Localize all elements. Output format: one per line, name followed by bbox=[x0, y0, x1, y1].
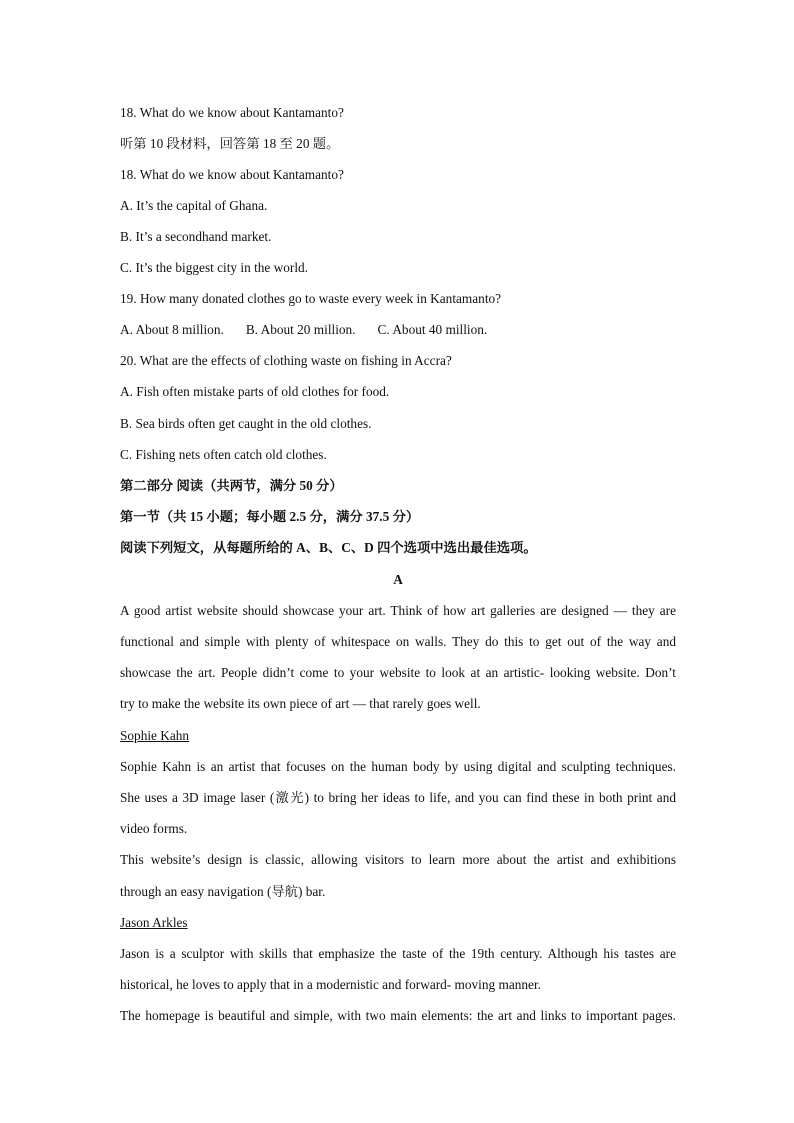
part-2-title: 第二部分 阅读（共两节，满分 50 分） bbox=[120, 478, 343, 493]
sophie-kahn-heading: Sophie Kahn bbox=[120, 728, 190, 743]
question-19: 19. How many donated clothes go to waste every week in Kantamanto? bbox=[120, 291, 502, 306]
jason-homepage-line: The homepage is beautiful and simple, with two main elements: the art and links to important pages. bbox=[120, 1008, 676, 1023]
passage-intro-line-3: showcase the art. People didn’t come to your website to look at an artistic- looking website. Don’t bbox=[120, 665, 676, 680]
sophie-line-3: video forms. bbox=[120, 821, 188, 836]
question-19-options bbox=[120, 321, 487, 339]
jason-line-2: historical, he loves to apply that in a modernistic and forward- moving manner. bbox=[120, 977, 541, 992]
question-20-option-a: A. Fish often mistake parts of old clothes for food. bbox=[120, 384, 390, 399]
question-19-option-c: C. About 40 million. bbox=[377, 322, 488, 337]
section-1-title: 第一节（共 15 小题；每小题 2.5 分，满分 37.5 分） bbox=[120, 509, 420, 524]
passage-intro-line-4: try to make the website its own piece of art — that rarely goes well. bbox=[120, 696, 481, 711]
passage-intro-line-1: A good artist website should showcase your art. Think of how art galleries are designed — they are bbox=[120, 603, 676, 618]
question-18: 18. What do we know about Kantamanto? bbox=[120, 167, 344, 182]
question-18-option-b: B. It’s a secondhand market. bbox=[120, 229, 272, 244]
jason-arkles-heading: Jason Arkles bbox=[120, 915, 188, 930]
question-18-option-a: A. It’s the capital of Ghana. bbox=[120, 198, 268, 213]
question-18-header: 18. What do we know about Kantamanto? bbox=[120, 105, 344, 120]
passage-label: A bbox=[393, 572, 403, 587]
reading-instruction: 阅读下列短文，从每题所给的 A、B、C、D 四个选项中选出最佳选项。 bbox=[120, 540, 537, 555]
jason-line-1: Jason is a sculptor with skills that emphasize the taste of the 19th century. Although his tastes are bbox=[120, 946, 676, 961]
question-20-option-c: C. Fishing nets often catch old clothes. bbox=[120, 447, 327, 462]
listening-instruction: 听第 10 段材料，回答第 18 至 20 题。 bbox=[120, 136, 340, 151]
passage-intro-line-2: functional and simple with plenty of whitespace on walls. They do this to get out of the way and bbox=[120, 634, 676, 649]
question-20: 20. What are the effects of clothing waste on fishing in Accra? bbox=[120, 353, 452, 368]
sophie-line-1: Sophie Kahn is an artist that focuses on the human body by using digital and sculpting techniques. bbox=[120, 759, 676, 774]
question-19-option-b: B. About 20 million. bbox=[245, 322, 356, 337]
sophie-line-2: She uses a 3D image laser (激光) to bring her ideas to life, and you can find these in both print and bbox=[120, 790, 676, 805]
sophie-design-line-2: through an easy navigation (导航) bar. bbox=[120, 884, 326, 899]
question-19-option-a: A. About 8 million. bbox=[120, 322, 224, 337]
question-18-option-c: C. It’s the biggest city in the world. bbox=[120, 260, 308, 275]
question-20-option-b: B. Sea birds often get caught in the old clothes. bbox=[120, 416, 372, 431]
sophie-design-line-1: This website’s design is classic, allowing visitors to learn more about the artist and exhibitions bbox=[120, 852, 676, 867]
